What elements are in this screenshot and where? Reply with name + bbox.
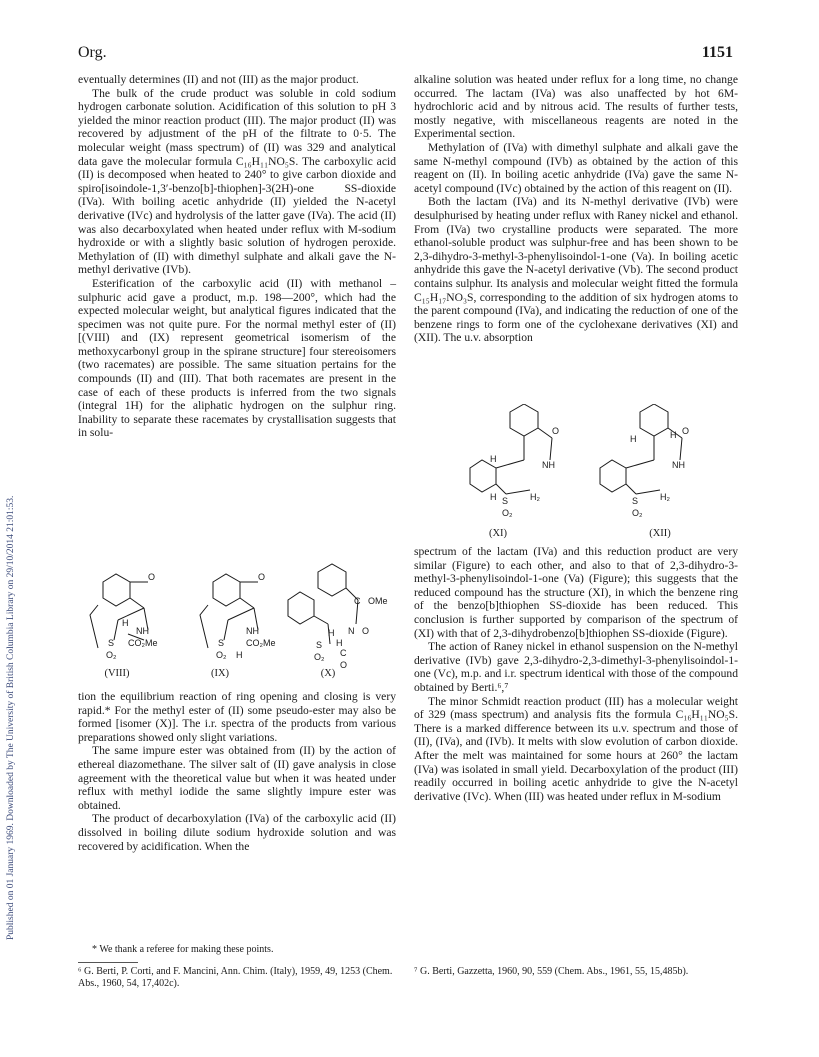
atom-label: H [336, 638, 343, 648]
paragraph: Methylation of (IVa) with dimethyl sulphate and alkali gave the same N-methyl compound (IVb) as obtained by the action of this reagent on (II). In boiling acetic anhydride (IVa) gave the same N-acetyl compound (IVc) obtained by the action of this reagent on (II). [414, 140, 738, 195]
bond [496, 484, 506, 494]
atom-label: S [218, 638, 225, 648]
atom-label: O [682, 426, 690, 436]
bond [314, 616, 328, 624]
atom-label: H [490, 492, 497, 502]
footnote-6: ⁶ G. Berti, P. Corti, and F. Mancini, Ann. Chim. (Italy), 1959, 49, 1253 (Chem. Abs., 1960, 54, 17,402c). [78, 966, 393, 989]
benzene-ring [103, 574, 130, 606]
atom-label: N [348, 626, 355, 636]
atom-label: H [670, 430, 677, 440]
paragraph: alkaline solution was heated under reflux for a long time, no change occurred. The lactam (IVa) was also unaffected by hot 6M-hydrochloric acid and by nitrous acid. The results of further tests, mostly negative, with miscellaneous reagents are noted in the Experimental section. [414, 73, 738, 141]
bond [240, 598, 254, 608]
bond [550, 438, 552, 460]
atom-label: O [362, 626, 370, 636]
benzene-ring [318, 564, 346, 596]
atom-label: O [552, 426, 560, 436]
structures-viii-ix-x [78, 560, 398, 670]
paragraph: Esterification of the carboxylic acid (II) with methanol –sulphuric acid gave a product, m.p. 198—200°, which had the expected molecular weight, but analytical figures indicated that the specimen was not quite pure. For the normal methyl ester of (II) [(VIII) and (IX) represent geometrical isomerism of the methoxycarbonyl group in the spirane structure] four stereoisomers (two racemates) are possible. The same situation pertains for the compounds (II) and (III). That both racemates are present in the case of each of these products is inferred from the two signals (integral 1H) for the aliphatic hydrogen on the sulphur ring. Inability to separate these racemates by crystallisation suggests that in solu- [78, 276, 396, 440]
atom-label: NH [542, 460, 555, 470]
paragraph: eventually determines (II) and not (III) as the major product. [78, 73, 359, 86]
atom-label: S [502, 496, 509, 506]
atom-label: S [316, 640, 323, 650]
atom-label: O [258, 572, 266, 582]
bond [114, 620, 118, 640]
atom-label: O₂ [502, 508, 513, 518]
bracket [90, 605, 98, 648]
bond [130, 598, 144, 608]
cyclohexane-ring [640, 404, 668, 436]
atom-label: O₂ [216, 650, 227, 660]
atom-label: O₂ [314, 652, 325, 662]
paragraph: tion the equilibrium reaction of ring opening and closing is very rapid.* For the methyl ester of (II) some pseudo-ester may also be formed [isomer (X)]. The i.r. spectra of the products from various preparations showed only slight variations. [78, 690, 396, 744]
atom-label: H₂ [660, 492, 670, 502]
caption-viii: (VIII) [104, 668, 130, 679]
atom-label: C [340, 648, 347, 658]
journal-name: Org. [78, 44, 107, 61]
atom-label: H [490, 454, 497, 464]
paragraph: The bulk of the crude product was soluble in cold sodium hydrogen carbonate solution. Acidification of this solution to pH 3 yielded the minor reaction product (III). The major product (II) was recovered by adjustment of the pH of the filtrate to 0·5. The molecular weight (mass spectrum) of (II) was 329 and analytical data gave the molecular formula C₁₆H₁₁NO₅S. The carboxylic acid (II) is decomposed when heated to 240° to give carbon dioxide and spiro[isoindole-1,3′-benzo[b]-thiophen]-3(2H)-one SS-dioxide (IVa). With boiling acetic anhydride (II) yielded the N-acetyl derivative (IVc) and hydrolysis of the latter gave (IVa). The acid (II) was also decarboxylated when heated under reflux with M-sodium hydroxide or with a slightly basic solution of hydrogen peroxide. Methylation of (II) with dimethyl sulphate and alkali gave the N-methyl derivative (IVb). [78, 86, 396, 277]
left-column-bottom [78, 690, 396, 853]
atom-label: H [328, 628, 335, 638]
footnote-rule [78, 962, 138, 963]
paragraph: The product of decarboxylation (IVa) of the carboxylic acid (II) dissolved in boiling dilute sodium hydroxide solution and was recovered by acidification. When the [78, 812, 396, 853]
bracket [200, 605, 208, 648]
page-header [78, 44, 733, 66]
paragraph: The minor Schmidt reaction product (III) has a molecular weight of 329 (mass spectrum) and analysis fits the formula C₁₆H₁₁NO₅S. There is a marked difference between its u.v. spectrum and those of (II), (IVa), and (IVb). It melts with slow evolution of carbon dioxide. After the melt was maintained for some hours at 260° the lactam (IVa) was isolated in small yield. Decarboxylation of the product (III) readily occurred in boiling acetic anhydride to give the N-acetyl derivative (IVc). When (III) was heated under reflux in M-sodium [414, 694, 738, 803]
atom-label: O₂ [106, 650, 117, 660]
atom-label: H [122, 618, 129, 628]
footnote-referee: * We thank a referee for making these points. [92, 944, 274, 955]
structure-drawing [78, 560, 398, 670]
bond [680, 438, 682, 460]
left-column-top [78, 73, 396, 440]
benzene-ring [600, 460, 626, 492]
atom-label: S [108, 638, 115, 648]
download-watermark[interactable]: Published on 01 January 1969. Downloaded by The University of British Columbia Library on 29/10/2014 21:01:53. [6, 495, 16, 940]
benzene-ring [510, 404, 538, 436]
paragraph: Both the lactam (IVa) and its N-methyl derivative (IVb) were desulphurised by heating under reflux with Raney nickel and ethanol. From (IVa) two crystalline products were separated. The more ethanol-soluble product was sulphur-free and has been shown to be 2,3-dihydro-3-methyl-3-phenylisoindol-1-one (Va). In boiling acetic anhydride this gave the N-acetyl derivative (Vb). The second product contains sulphur. Its analysis and molecular weight fitted the formula C₁₅H₁₇NO₃S, corresponding to the addition of six hydrogen atoms to the parent compound (IVa), and indicating the reduction of one of the benzene rings to form one of the cyclohexane derivatives (XI) and (XII). The u.v. absorption [414, 195, 738, 345]
atom-label: H [236, 650, 243, 660]
benzene-ring [213, 574, 240, 606]
page-number: 1151 [701, 44, 733, 61]
paragraph: The action of Raney nickel in ethanol suspension on the N-methyl derivative (IVb) gave 2,3-dihydro-2,3-dimethyl-3-phenylisoindol-1-one (Vc), m.p. and i.r. spectrum identical with those of the compound obtained by Berti.⁶,⁷ [414, 640, 738, 694]
caption-xi: (XI) [488, 528, 508, 539]
bond [224, 620, 228, 640]
atom-label: NH [672, 460, 685, 470]
structure-drawing [450, 404, 720, 524]
caption-x: (X) [320, 668, 336, 679]
atom-label: S [632, 496, 639, 506]
atom-label: H [630, 434, 637, 444]
atom-label: O [148, 572, 156, 582]
atom-label: C [354, 596, 361, 606]
bond [636, 490, 660, 494]
footnote-7: ⁷ G. Berti, Gazzetta, 1960, 90, 559 (Chem. Abs., 1961, 55, 15,485b). [414, 966, 689, 977]
atom-label: O [340, 660, 348, 670]
atom-label: NH [136, 626, 149, 636]
structures-xi-xii [450, 404, 720, 524]
paragraph: spectrum of the lactam (IVa) and this reduction product are very similar (Figure) to each other, and also to that of 2,3-dihydro-3-methyl-3-phenylisoindol-1-one (Va) (Figure); this suggests that the reduced compound has the structure (XI), in which the benzene ring of the benzo[b]thiophen SS-dioxide has been reduced. This conclusion is further supported by comparison of the spectrum of (XI) with that of 2,3-dihydrobenzo[b]thiophen SS-dioxide (Figure). [414, 545, 738, 640]
right-column-top [414, 73, 738, 345]
atom-label: O₂ [632, 508, 643, 518]
atom-label: CO₂Me [128, 638, 158, 648]
bond [626, 460, 654, 468]
caption-xii: (XII) [649, 528, 671, 539]
bond [228, 608, 254, 620]
bond [538, 428, 552, 438]
bond [496, 460, 524, 468]
atom-label: OMe [368, 596, 388, 606]
atom-label: H₂ [530, 492, 540, 502]
right-column-bottom [414, 545, 738, 803]
bond [506, 490, 530, 494]
atom-label: CO₂Me [246, 638, 276, 648]
atom-label: NH [246, 626, 259, 636]
cyclohexane-ring [470, 460, 496, 492]
bond [626, 484, 636, 494]
caption-ix: (IX) [210, 668, 230, 679]
benzene-ring [288, 592, 314, 624]
paragraph: The same impure ester was obtained from (II) by the action of ethereal diazomethane. The silver salt of (II) gave analysis in close agreement with the theoretical value but when it was heated under reflux with methyl iodide the same slightly impure ester was obtained. [78, 744, 396, 812]
